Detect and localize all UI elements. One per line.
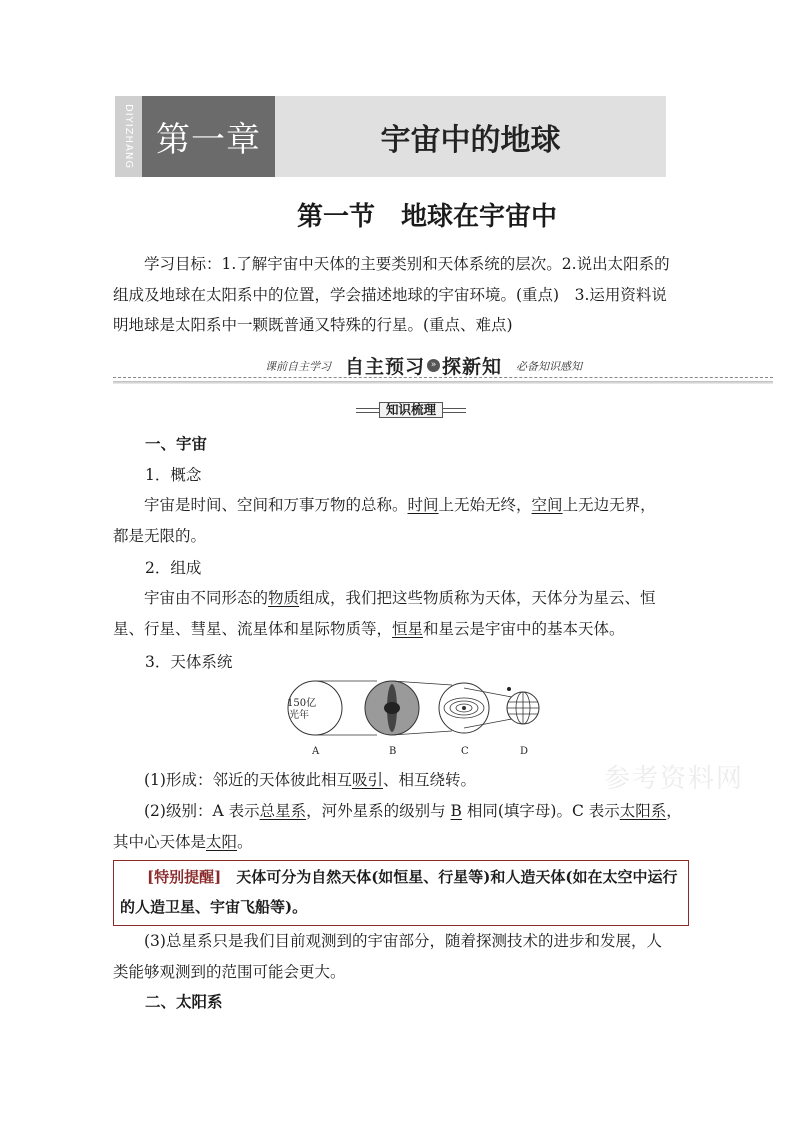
answer-time: 时间	[407, 496, 439, 514]
chapter-pinyin: DIYIZHANG	[123, 103, 134, 170]
answer-sun: 太阳	[206, 832, 238, 851]
paragraph-metagalaxy: (3)总星系只是我们目前观测到的宇宙部分，随着探测技术的进步和发展，人 类能够观测到的范围可能会更大。	[113, 932, 662, 981]
diagram-label-b: B	[389, 746, 397, 757]
learning-objectives	[113, 249, 683, 341]
knowledge-tag-label: 知识梳理	[379, 402, 443, 418]
preview-banner	[113, 344, 773, 384]
subheading-concept: 1．概念	[145, 466, 202, 484]
paragraph-levels: (2)级别：A 表示总星系，河外星系的级别与 B 相同(填字母)。C 表示太阳系， 其中心天体是太阳。	[113, 802, 682, 851]
answer-matter: 物质	[268, 589, 300, 607]
subheading-composition: 2．组成	[145, 559, 202, 577]
preview-banner-main2: 探新知	[442, 356, 503, 378]
diagram-label-a: A	[312, 746, 320, 757]
preview-banner-main1: 自主预习	[345, 356, 426, 378]
knowledge-tag	[356, 402, 466, 418]
section-title: 第一节 地球在宇宙中	[296, 202, 557, 232]
paragraph-composition: 宇宙由不同形态的物质组成，我们把这些物质称为天体，天体分为星云、恒 星、行星、彗星、流星体和星际物质等，恒星和星云是宇宙中的基本天体。	[113, 589, 656, 638]
special-note-text: 天体可分为自然天体(如恒星、行星等)和人造天体(如在太空中运行的人造卫星、宇宙飞船等)。	[120, 868, 678, 916]
chapter-number: 第一章	[142, 96, 275, 177]
celestial-systems-diagram	[282, 680, 552, 760]
subheading-celestial-systems: 3．天体系统	[145, 653, 233, 671]
objectives-line3: 明地球是太阳系中一颗既普通又特殊的行星。(重点、难点)	[113, 316, 513, 334]
answer-metagalaxy: 总星系	[259, 802, 307, 820]
divider-line	[113, 377, 773, 378]
paragraph-concept: 宇宙是时间、空间和万事万物的总称。时间上无始无终，空间上无边无界， 都是无限的。	[113, 496, 656, 545]
diagram-a-text1: 150亿	[287, 698, 317, 709]
answer-solar-system: 太阳系	[619, 802, 667, 820]
answer-b: B	[450, 802, 462, 820]
objectives-line1: 1.了解宇宙中天体的主要类别和天体系统的层次。2.说出太阳系的	[221, 255, 670, 273]
answer-star: 恒星	[392, 619, 424, 638]
paragraph-formation: (1)形成：邻近的天体彼此相互吸引、相互绕转。	[144, 771, 476, 789]
special-note-tag: [特别提醒]	[147, 868, 222, 886]
watermark: 参考资料网	[604, 764, 745, 794]
preview-banner-left: 课前自主学习	[265, 359, 331, 373]
objectives-label: 学习目标：	[144, 255, 222, 273]
double-arrow-icon: »	[427, 359, 440, 372]
heading-solar-system: 二、太阳系	[145, 993, 223, 1011]
heading-universe: 一、宇宙	[145, 435, 208, 453]
chapter-title: 宇宙中的地球	[380, 122, 561, 158]
answer-space: 空间	[531, 496, 563, 514]
chapter-pinyin-strip	[115, 96, 142, 177]
diagram-label-c: C	[461, 746, 469, 757]
diagram-label-d: D	[520, 746, 529, 757]
diagram-a-text2: 光年	[289, 710, 309, 721]
objectives-line2: 组成及地球在太阳系中的位置，学会描述地球的宇宙环境。(重点) 3.运用资料说	[113, 285, 667, 304]
special-note-box	[113, 860, 689, 926]
divider-shadow	[113, 381, 773, 384]
preview-banner-right: 必备知识感知	[516, 359, 583, 373]
answer-attract: 吸引	[351, 771, 383, 789]
